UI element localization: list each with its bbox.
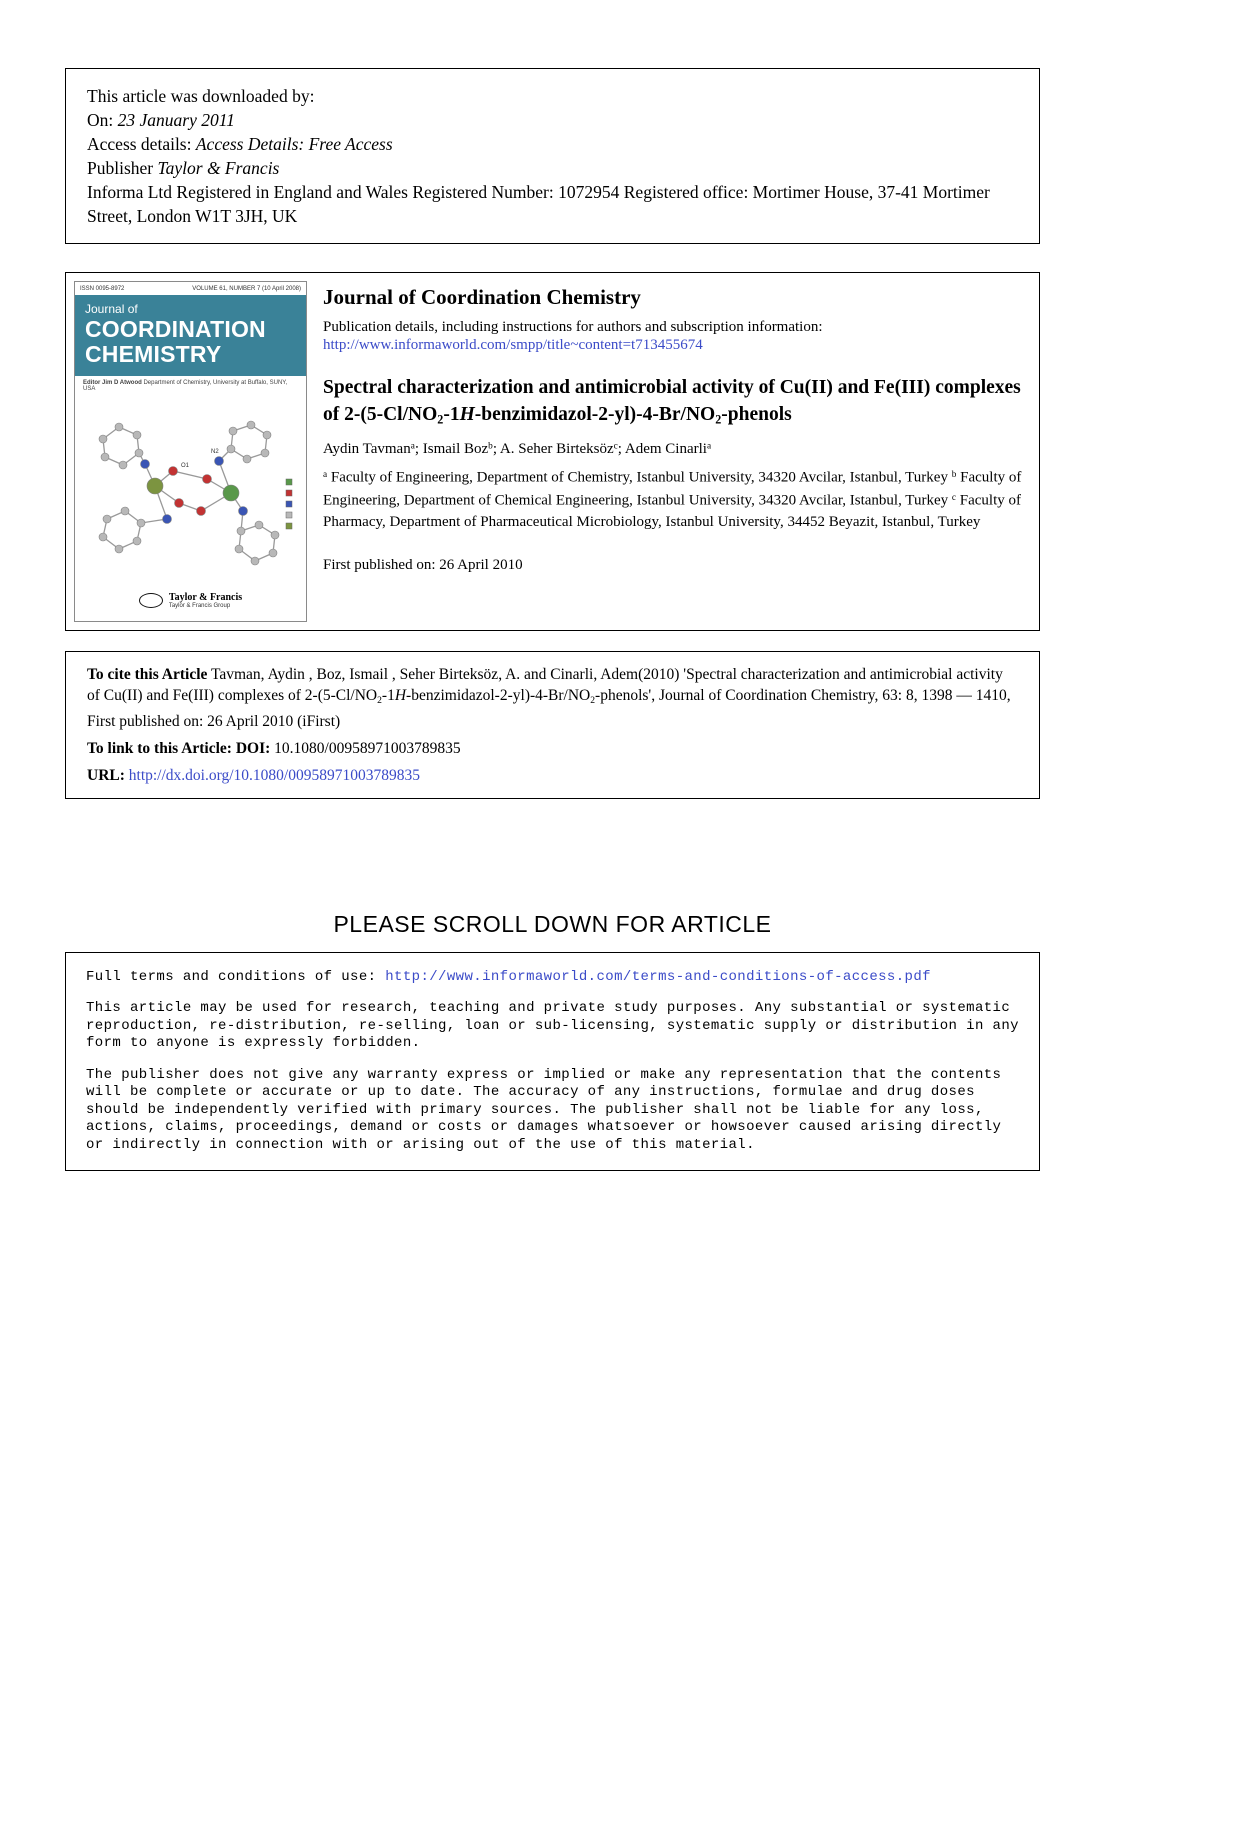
article-meta [321,281,1031,622]
cover-title-line2: CHEMISTRY [85,341,222,367]
informa-registration-line: Informa Ltd Registered in England and Wales Registered Number: 1072954 Registered office: Mortimer House, 37-41 Mortimer Street, London W1T 3JH, UK [87,182,990,226]
authors-line: Aydin Tavman$^a$; Ismail Boz$^b$; A. Seher Birteksöz$^c$; Adem Cinarli$^a$ [323,440,712,457]
journal-cover [74,281,307,622]
url-label: URL: [87,766,129,784]
molecular-structure-graphic [83,401,298,583]
cover-title-band [75,295,306,376]
taylor-francis-logo-icon [139,593,163,608]
downloaded-by-line: This article was downloaded by: [87,86,315,106]
svg-text:N2: N2 [211,449,219,455]
url-line [87,765,1018,786]
doi-value: 10.1080/00958971003789835 [274,739,461,757]
cover-top-strip [75,282,306,295]
cover-editor-name: Jim D Atwood [102,380,142,386]
cover-legend [286,479,292,529]
publication-details: Publication details, including instructions for authors and subscription information: [323,319,823,335]
access-details-line [87,132,1018,156]
taylor-francis-logo-text [169,592,242,609]
svg-text:O1: O1 [181,463,190,469]
publisher-value: Taylor & Francis [157,158,280,178]
taylor-francis-logo [75,592,306,621]
cover-issn: ISSN 0095-8972 [80,286,125,292]
terms-warranty-paragraph: The publisher does not give any warranty express or implied or make any representation that the contents will be complete or accurate or up to date. The accuracy of any instructions, formulae and drug doses should be independently verified with primary sources. The publisher shall not be liable for any loss, actions, claims, proceedings, demand or costs or damages whatsoever or howsoever caused arising directly or indirectly in connection with or arising out of the use of this material. [86,1066,1002,1153]
doi-url-link[interactable]: http://dx.doi.org/10.1080/00958971003789835 [128,766,420,784]
article-title: Spectral characterization and antimicrobial activity of Cu(II) and Fe(III) complexes of 2-(5-Cl/NO2-1H-benzimidazol-2-yl)-4-Br/NO2-phenols [323,377,1021,427]
terms-link[interactable]: http://www.informaworld.com/terms-and-conditions-of-access.pdf [385,968,931,985]
download-date-line [87,108,1018,132]
cover-editor-affiliation: Department of Chemistry, University at Buffalo, SUNY, USA [83,380,288,392]
access-label: Access details: [87,134,196,154]
access-value: Access Details: Free Access [195,134,393,154]
cover-volume: VOLUME 61, NUMBER 7 (10 April 2008) [192,286,301,292]
cover-editor-line [75,376,306,392]
terms-link-line [86,969,1019,987]
terms-box [65,952,1040,1172]
page-content [65,68,1040,1171]
logo-text-sub: Taylor & Francis Group [168,603,231,609]
publisher-line [87,156,1018,180]
affiliations: $^a$ Faculty of Engineering, Department of Chemistry, Istanbul University, 34320 Avcilar, Istanbul, Turkey $^b$ Faculty of Engineering, Department of Chemical Engineering, Istanbul University, 34320 Avcilar, Istanbul, Turkey $^c$ Faculty of Pharmacy, Department of Pharmaceutical Microbiology, Istanbul University, 34452 Beyazit, Istanbul, Turkey [323,469,1022,530]
logo-text-main: Taylor & Francis [168,592,243,603]
terms-usage-paragraph: This article may be used for research, teaching and private study purposes. Any substantial or systematic reproduction, re-distribution, re-selling, loan or sub-licensing, systematic supply or distribution in any form to anyone is expressly forbidden. [86,1000,1019,1052]
cover-artwork-area [75,392,306,592]
citation-box [65,651,1040,799]
on-value: 23 January 2011 [117,110,235,130]
journal-title: Journal of Coordination Chemistry [323,285,641,309]
cover-journal-of: Journal of [85,302,138,316]
scroll-down-banner: PLEASE SCROLL DOWN FOR ARTICLE [333,910,772,937]
publication-link[interactable]: http://www.informaworld.com/smpp/title~content=t713455674 [323,337,703,353]
cover-editor-label: Editor [83,380,102,386]
publisher-label: Publisher [87,158,158,178]
download-notice-box [65,68,1040,244]
first-published-line: First published on: 26 April 2010 [323,556,523,573]
doi-line [87,738,1018,759]
on-label: On: [87,110,118,130]
cite-text: To cite this Article Tavman, Aydin , Boz, Ismail , Seher Birteksöz, A. and Cinarli, Adem(2010) 'Spectral characterization and antimicrobial activity of Cu(II) and Fe(III) complexes of 2-(5-Cl/NO2-1H-benzimidazol-2-yl)-4-Br/NO2-phenols', Journal of Coordination Chemistry, 63: 8, 1398 — 1410, First published on: 26 April 2010 (iFirst) [87,666,1011,730]
article-info-box [65,272,1040,631]
cover-title-line1: COORDINATION [85,316,266,342]
terms-link-label: Full terms and conditions of use: [86,968,386,985]
doi-label: To link to this Article: DOI: [87,739,275,757]
